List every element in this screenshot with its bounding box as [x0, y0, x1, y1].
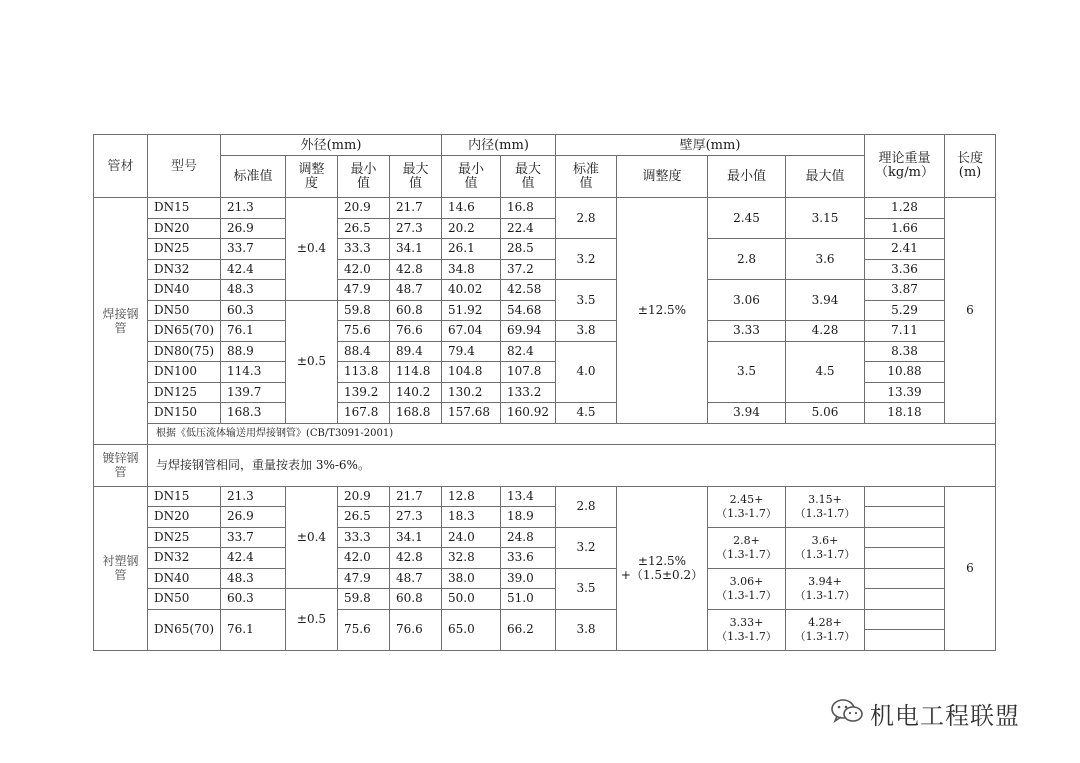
material-lined: 衬塑钢 管 [94, 486, 148, 650]
od-min-cell: 20.9 [338, 486, 390, 507]
table-row [94, 198, 996, 219]
wall-max-cell: 3.15+ （1.3-1.7） [786, 486, 865, 527]
id-max-cell: 69.94 [501, 321, 556, 342]
wall-standard-cell: 3.2 [556, 239, 617, 280]
wall-max-cell: 3.6+ （1.3-1.7） [786, 527, 865, 568]
id-min-cell: 24.0 [442, 527, 501, 548]
od-cell: 168.3 [221, 403, 286, 424]
header-material: 管材 [94, 135, 148, 198]
id-min-cell: 65.0 [442, 609, 501, 650]
od-min-cell: 167.8 [338, 403, 390, 424]
id-max-cell: 133.2 [501, 382, 556, 403]
id-max-cell: 13.4 [501, 486, 556, 507]
id-min-cell: 50.0 [442, 589, 501, 610]
od-min-cell: 26.5 [338, 218, 390, 239]
weight-cell [865, 630, 945, 651]
od-cell: 48.3 [221, 280, 286, 301]
od-min-cell: 75.6 [338, 321, 390, 342]
material-welded: 焊接钢 管 [94, 198, 148, 445]
od-cell: 60.3 [221, 589, 286, 610]
od-max-cell: 42.8 [390, 548, 442, 569]
header-wall-standard: 标准 值 [556, 156, 617, 198]
weight-cell [865, 609, 945, 630]
od-min-cell: 75.6 [338, 609, 390, 650]
table-row [94, 341, 996, 362]
length-cell: 6 [945, 198, 996, 424]
od-min-cell: 47.9 [338, 280, 390, 301]
wall-standard-cell: 3.5 [556, 280, 617, 321]
od-min-cell: 59.8 [338, 589, 390, 610]
wall-max-cell: 4.28+ （1.3-1.7） [786, 609, 865, 650]
od-min-cell: 33.3 [338, 527, 390, 548]
od-cell: 60.3 [221, 300, 286, 321]
od-adjust-cell: ±0.5 [286, 300, 338, 423]
id-min-cell: 51.92 [442, 300, 501, 321]
wechat-icon [830, 698, 870, 730]
weight-cell: 7.11 [865, 321, 945, 342]
length-cell: 6 [945, 486, 996, 650]
id-max-cell: 82.4 [501, 341, 556, 362]
header-id-max: 最大 值 [501, 156, 556, 198]
header-od-min: 最小 值 [338, 156, 390, 198]
model-cell: DN40 [148, 280, 221, 301]
od-max-cell: 21.7 [390, 486, 442, 507]
id-max-cell: 160.92 [501, 403, 556, 424]
id-max-cell: 24.8 [501, 527, 556, 548]
od-max-cell: 76.6 [390, 609, 442, 650]
id-max-cell: 16.8 [501, 198, 556, 219]
od-min-cell: 47.9 [338, 568, 390, 589]
id-max-cell: 42.58 [501, 280, 556, 301]
od-max-cell: 34.1 [390, 239, 442, 260]
weight-cell [865, 527, 945, 548]
wall-standard-cell: 3.2 [556, 527, 617, 568]
weight-cell: 3.87 [865, 280, 945, 301]
header-wall-max: 最大值 [786, 156, 865, 198]
od-cell: 88.9 [221, 341, 286, 362]
header-inner-diameter: 内径(mm) [442, 135, 556, 156]
wall-max-cell: 4.28 [786, 321, 865, 342]
od-cell: 26.9 [221, 218, 286, 239]
od-max-cell: 60.8 [390, 300, 442, 321]
id-min-cell: 40.02 [442, 280, 501, 301]
od-max-cell: 48.7 [390, 568, 442, 589]
weight-cell: 8.38 [865, 341, 945, 362]
wall-adjust-cell: ±12.5% +（1.5±0.2） [617, 486, 708, 650]
table-row [94, 280, 996, 301]
model-cell: DN32 [148, 548, 221, 569]
od-max-cell: 89.4 [390, 341, 442, 362]
wall-min-cell: 2.45+ （1.3-1.7） [708, 486, 786, 527]
id-min-cell: 104.8 [442, 362, 501, 383]
pipe-spec-table [93, 134, 996, 651]
od-max-cell: 48.7 [390, 280, 442, 301]
od-max-cell: 76.6 [390, 321, 442, 342]
id-min-cell: 67.04 [442, 321, 501, 342]
model-cell: DN80(75) [148, 341, 221, 362]
header-wall-min: 最小值 [708, 156, 786, 198]
od-max-cell: 27.3 [390, 218, 442, 239]
wall-min-cell: 2.8+ （1.3-1.7） [708, 527, 786, 568]
header-od-max: 最大 值 [390, 156, 442, 198]
od-cell: 21.3 [221, 198, 286, 219]
weight-cell: 5.29 [865, 300, 945, 321]
model-cell: DN15 [148, 198, 221, 219]
od-min-cell: 42.0 [338, 259, 390, 280]
wall-max-cell: 3.94 [786, 280, 865, 321]
wall-max-cell: 3.94+ （1.3-1.7） [786, 568, 865, 609]
id-min-cell: 130.2 [442, 382, 501, 403]
weight-cell: 1.28 [865, 198, 945, 219]
table-row [94, 527, 996, 548]
od-cell: 21.3 [221, 486, 286, 507]
header-od-adjust: 调整 度 [286, 156, 338, 198]
watermark-text: 机电工程联盟 [870, 702, 1020, 730]
model-cell: DN15 [148, 486, 221, 507]
od-cell: 139.7 [221, 382, 286, 403]
model-cell: DN50 [148, 589, 221, 610]
model-cell: DN32 [148, 259, 221, 280]
weight-cell: 2.41 [865, 239, 945, 260]
od-cell: 76.1 [221, 609, 286, 650]
header-id-min: 最小 值 [442, 156, 501, 198]
od-adjust-cell: ±0.4 [286, 486, 338, 589]
table-row [94, 321, 996, 342]
id-min-cell: 20.2 [442, 218, 501, 239]
od-cell: 26.9 [221, 507, 286, 528]
od-min-cell: 139.2 [338, 382, 390, 403]
id-min-cell: 32.8 [442, 548, 501, 569]
weight-cell: 10.88 [865, 362, 945, 383]
id-max-cell: 18.9 [501, 507, 556, 528]
model-cell: DN25 [148, 527, 221, 548]
model-cell: DN125 [148, 382, 221, 403]
wall-min-cell: 3.5 [708, 341, 786, 403]
table-row [94, 239, 996, 260]
wall-min-cell: 3.33+ （1.3-1.7） [708, 609, 786, 650]
model-cell: DN65(70) [148, 609, 221, 650]
id-max-cell: 22.4 [501, 218, 556, 239]
od-max-cell: 34.1 [390, 527, 442, 548]
od-cell: 42.4 [221, 259, 286, 280]
id-max-cell: 107.8 [501, 362, 556, 383]
wall-max-cell: 3.6 [786, 239, 865, 280]
header-row-2 [94, 156, 996, 198]
model-cell: DN100 [148, 362, 221, 383]
wall-standard-cell: 3.8 [556, 609, 617, 650]
id-max-cell: 37.2 [501, 259, 556, 280]
weight-cell: 13.39 [865, 382, 945, 403]
wall-standard-cell: 4.5 [556, 403, 617, 424]
id-max-cell: 51.0 [501, 589, 556, 610]
id-min-cell: 34.8 [442, 259, 501, 280]
wall-min-cell: 3.06 [708, 280, 786, 321]
wall-max-cell: 3.15 [786, 198, 865, 239]
weight-cell [865, 568, 945, 589]
od-min-cell: 113.8 [338, 362, 390, 383]
id-max-cell: 66.2 [501, 609, 556, 650]
wall-adjust-cell: ±12.5% [617, 198, 708, 424]
header-model: 型号 [148, 135, 221, 198]
od-cell: 48.3 [221, 568, 286, 589]
header-weight: 理论重量 （kg/m） [865, 135, 945, 198]
od-adjust-cell: ±0.4 [286, 198, 338, 301]
wall-min-cell: 2.45 [708, 198, 786, 239]
od-max-cell: 60.8 [390, 589, 442, 610]
id-min-cell: 79.4 [442, 341, 501, 362]
model-cell: DN20 [148, 507, 221, 528]
id-min-cell: 157.68 [442, 403, 501, 424]
od-cell: 114.3 [221, 362, 286, 383]
od-min-cell: 20.9 [338, 198, 390, 219]
od-max-cell: 21.7 [390, 198, 442, 219]
weight-cell [865, 589, 945, 610]
od-max-cell: 114.8 [390, 362, 442, 383]
header-length: 长度 (m) [945, 135, 996, 198]
od-adjust-cell: ±0.5 [286, 589, 338, 651]
id-min-cell: 38.0 [442, 568, 501, 589]
wall-min-cell: 3.33 [708, 321, 786, 342]
wall-min-cell: 2.8 [708, 239, 786, 280]
standard-note: 根据《低压流体输送用焊接钢管》(CB/T3091-2001) [148, 423, 996, 444]
watermark [830, 696, 1020, 731]
id-min-cell: 14.6 [442, 198, 501, 219]
model-cell: DN150 [148, 403, 221, 424]
od-min-cell: 59.8 [338, 300, 390, 321]
od-cell: 42.4 [221, 548, 286, 569]
table-row [94, 609, 996, 630]
wall-standard-cell: 2.8 [556, 198, 617, 239]
wall-standard-cell: 2.8 [556, 486, 617, 527]
od-max-cell: 140.2 [390, 382, 442, 403]
od-max-cell: 168.8 [390, 403, 442, 424]
wall-standard-cell: 4.0 [556, 341, 617, 403]
model-cell: DN50 [148, 300, 221, 321]
header-wall-thickness: 壁厚(mm) [556, 135, 865, 156]
wall-min-cell: 3.94 [708, 403, 786, 424]
material-galvanized: 镀锌钢 管 [94, 444, 148, 486]
od-min-cell: 42.0 [338, 548, 390, 569]
weight-cell: 1.66 [865, 218, 945, 239]
od-cell: 33.7 [221, 527, 286, 548]
od-min-cell: 26.5 [338, 507, 390, 528]
wall-min-cell: 3.06+ （1.3-1.7） [708, 568, 786, 609]
wall-max-cell: 4.5 [786, 341, 865, 403]
weight-cell: 18.18 [865, 403, 945, 424]
od-min-cell: 88.4 [338, 341, 390, 362]
model-cell: DN20 [148, 218, 221, 239]
id-min-cell: 12.8 [442, 486, 501, 507]
table-row [94, 568, 996, 589]
header-od-standard: 标准值 [221, 156, 286, 198]
galvanized-row [94, 444, 996, 486]
header-outer-diameter: 外径(mm) [221, 135, 442, 156]
standard-note-row [94, 423, 996, 444]
weight-cell [865, 548, 945, 569]
model-cell: DN40 [148, 568, 221, 589]
od-cell: 33.7 [221, 239, 286, 260]
id-max-cell: 39.0 [501, 568, 556, 589]
model-cell: DN25 [148, 239, 221, 260]
wall-standard-cell: 3.5 [556, 568, 617, 609]
table-row [94, 486, 996, 507]
header-wall-adjust: 调整度 [617, 156, 708, 198]
wall-max-cell: 5.06 [786, 403, 865, 424]
wall-standard-cell: 3.8 [556, 321, 617, 342]
id-min-cell: 18.3 [442, 507, 501, 528]
od-max-cell: 42.8 [390, 259, 442, 280]
od-cell: 76.1 [221, 321, 286, 342]
id-max-cell: 54.68 [501, 300, 556, 321]
id-max-cell: 28.5 [501, 239, 556, 260]
weight-cell: 3.36 [865, 259, 945, 280]
od-max-cell: 27.3 [390, 507, 442, 528]
weight-cell [865, 507, 945, 528]
id-min-cell: 26.1 [442, 239, 501, 260]
weight-cell [865, 486, 945, 507]
id-max-cell: 33.6 [501, 548, 556, 569]
table-row [94, 403, 996, 424]
header-row-1 [94, 135, 996, 156]
model-cell: DN65(70) [148, 321, 221, 342]
od-min-cell: 33.3 [338, 239, 390, 260]
galvanized-note: 与焊接钢管相同，重量按表加 3%-6%。 [148, 444, 996, 486]
